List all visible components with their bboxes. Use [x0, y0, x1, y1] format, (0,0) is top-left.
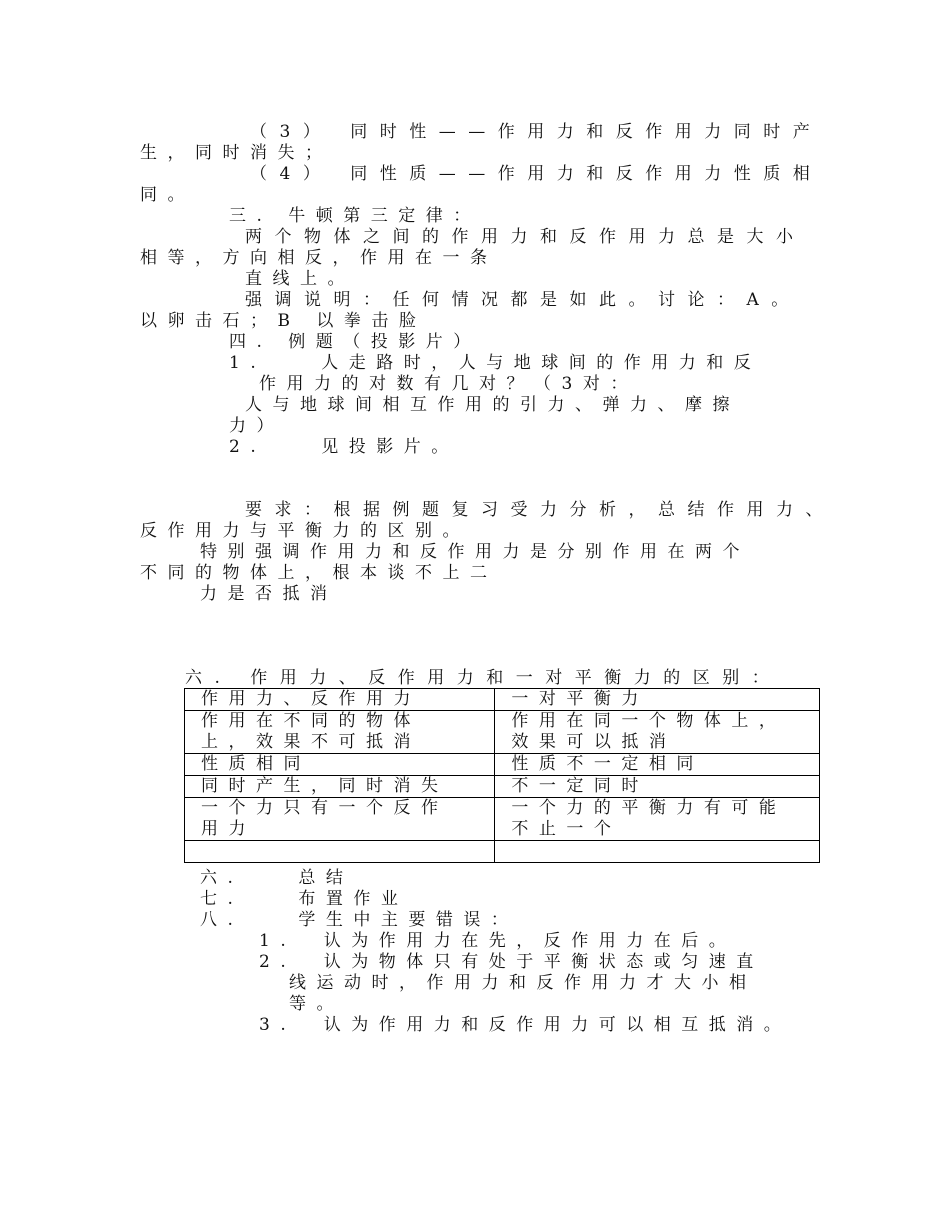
text-line: 1. 人走路时，人与地球间的作用力和反 — [229, 353, 762, 373]
cell-text: 用力 — [201, 819, 256, 839]
text-line: 3. 认为作用力和反作用力可以相互抵消。 — [259, 1015, 792, 1035]
section-heading: 四. 例题（投影片） — [229, 332, 481, 352]
text-line: 特别强调作用力和反作用力是分别作用在两个 — [200, 542, 750, 562]
text-line: 线运动时，作用力和反作用力才大小相 — [289, 973, 757, 993]
table-header-row — [185, 689, 820, 711]
text-line: 作用力的对数有几对？（3对： — [259, 374, 638, 394]
table-cell — [495, 798, 820, 841]
text-line: 强调说明：任何情况都是如此。讨论：A。 — [245, 290, 801, 310]
table-title: 六. 作用力、反作用力和一对平衡力的区别： — [185, 668, 782, 688]
section-heading: 八. 学生中主要错误： — [200, 910, 519, 930]
text-line: 相等，方向相反，作用在一条 — [140, 248, 498, 268]
table-cell — [185, 754, 495, 776]
text-line: 等。 — [289, 994, 344, 1014]
cell-text: 性质不一定相同 — [511, 754, 704, 774]
section-heading: 六. 总结 — [200, 868, 354, 888]
table-row — [185, 776, 820, 798]
cell-text: 作用在同一个物体上， — [511, 711, 787, 731]
table-cell — [185, 841, 495, 863]
table-cell — [495, 754, 820, 776]
cell-text: 作用在不同的物体 — [201, 711, 421, 731]
table-row-empty — [185, 841, 820, 863]
cell-text: 不止一个 — [511, 819, 622, 839]
table-row — [185, 754, 820, 776]
table-cell — [495, 711, 820, 754]
text-line: （4） 同性质——作用力和反作用力性质相 — [250, 164, 823, 184]
table-cell — [495, 776, 820, 798]
text-line: 2. 认为物体只有处于平衡状态或匀速直 — [259, 952, 764, 972]
text-line: 直线上。 — [245, 269, 355, 289]
text-line: 力） — [229, 416, 284, 436]
text-line: 力是否抵消 — [200, 584, 338, 604]
table-cell — [185, 798, 495, 841]
comparison-table — [184, 688, 820, 863]
table-cell — [185, 711, 495, 754]
text-line: 1. 认为作用力在先，反作用力在后。 — [259, 931, 737, 951]
table-row — [185, 711, 820, 754]
cell-text: 一个力的平衡力有可能 — [511, 798, 787, 818]
text-line: 人与地球间相互作用的引力、弹力、摩擦 — [245, 395, 740, 415]
text-line: 不同的物体上，根本谈不上二 — [140, 563, 498, 583]
text-line: 两个物体之间的作用力和反作用力总是大小 — [245, 227, 806, 247]
text-line: 生，同时消失； — [140, 143, 333, 163]
text-line: 反作用力与平衡力的区别。 — [140, 521, 470, 541]
text-line: 以卵击石；B 以拳击脸 — [140, 311, 427, 331]
cell-text: 一个力只有一个反作 — [201, 798, 449, 818]
cell-text: 不一定同时 — [511, 776, 649, 796]
table-row — [185, 798, 820, 841]
section-heading: 七. 布置作业 — [200, 889, 409, 909]
text-line: 同。 — [140, 185, 195, 205]
table-cell — [495, 841, 820, 863]
table-cell — [185, 776, 495, 798]
table-cell — [495, 689, 820, 711]
cell-text: 性质相同 — [201, 754, 311, 774]
cell-text: 上，效果不可抵消 — [201, 732, 421, 752]
cell-text: 同时产生，同时消失 — [201, 776, 449, 796]
text-line: （3） 同时性——作用力和反作用力同时产 — [250, 122, 823, 142]
cell-text: 作用力、反作用力 — [201, 689, 421, 709]
section-heading: 三. 牛顿第三定律： — [229, 206, 481, 226]
text-line: 要求：根据例题复习受力分析，总结作用力、 — [245, 500, 835, 520]
cell-text: 效果可以抵消 — [511, 732, 677, 752]
table-cell — [185, 689, 495, 711]
cell-text: 一对平衡力 — [511, 689, 649, 709]
text-line: 2. 见投影片。 — [229, 437, 459, 457]
